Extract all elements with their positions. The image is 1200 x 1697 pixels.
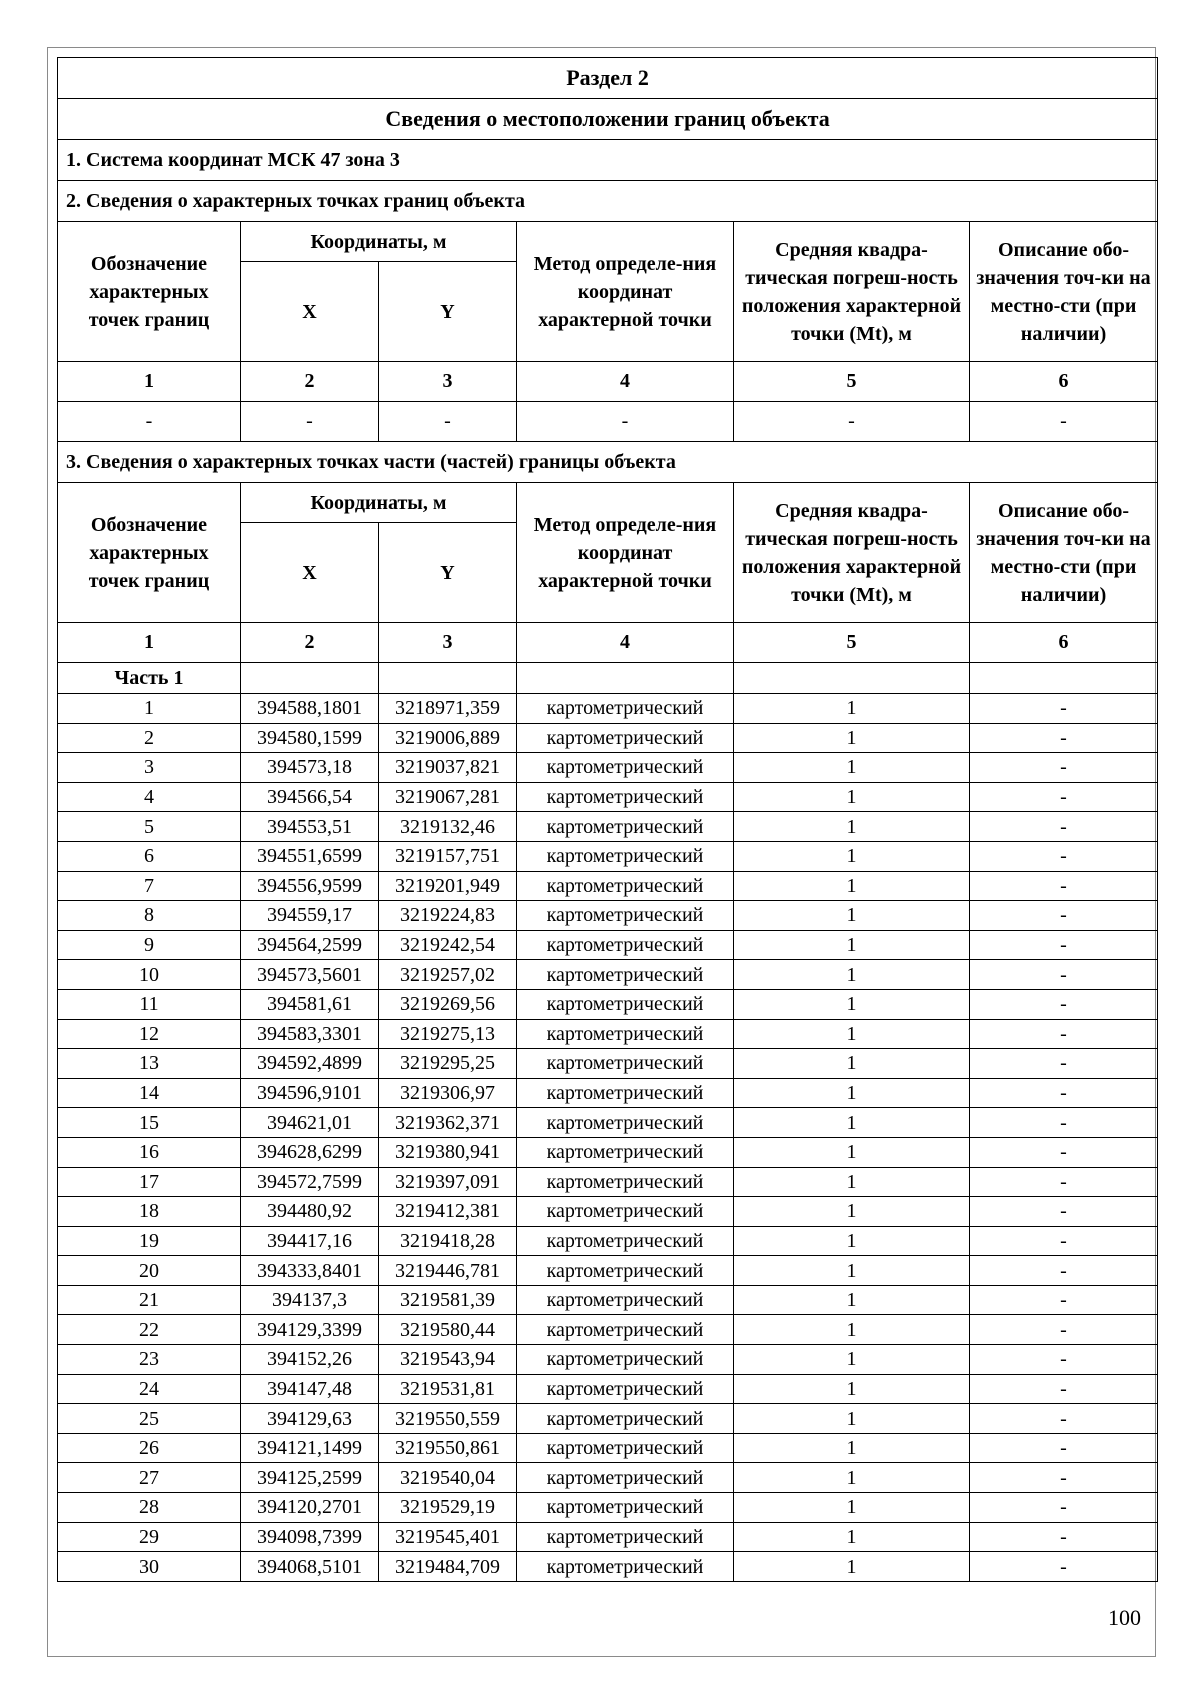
col-number: 3: [379, 623, 517, 663]
method: картометрический: [517, 1493, 734, 1523]
header-description: Описание обо-значения точ-ки на местно-сти (при наличии): [970, 222, 1158, 362]
x-coord: 394120,2701: [241, 1493, 379, 1523]
method: картометрический: [517, 753, 734, 783]
x-coord: 394147,48: [241, 1374, 379, 1404]
y-coord: 3219418,28: [379, 1226, 517, 1256]
empty-cell: [379, 663, 517, 694]
error-value: 1: [734, 1285, 970, 1315]
error-value: 1: [734, 1315, 970, 1345]
x-coord: 394628,6299: [241, 1137, 379, 1167]
method: картометрический: [517, 960, 734, 990]
description: -: [970, 1315, 1158, 1345]
description: -: [970, 1552, 1158, 1582]
x-coord: 394551,6599: [241, 841, 379, 871]
description: -: [970, 753, 1158, 783]
table-row: [58, 960, 1158, 990]
y-coord: 3219580,44: [379, 1315, 517, 1345]
method: картометрический: [517, 930, 734, 960]
header-designation: Обозначение характерных точек границ: [58, 222, 241, 362]
x-coord: 394129,3399: [241, 1315, 379, 1345]
method: картометрический: [517, 694, 734, 724]
table-row: [58, 1374, 1158, 1404]
part3-title: 3. Сведения о характерных точках части (частей) границы объекта: [58, 442, 1158, 483]
description: -: [970, 1404, 1158, 1434]
y-coord: 3219550,861: [379, 1433, 517, 1463]
error-value: 1: [734, 1078, 970, 1108]
error-value: 1: [734, 989, 970, 1019]
table-row: [58, 1137, 1158, 1167]
point-number: 22: [58, 1315, 241, 1345]
point-number: 20: [58, 1256, 241, 1286]
description: -: [970, 782, 1158, 812]
point-number: 13: [58, 1049, 241, 1079]
point-number: 3: [58, 753, 241, 783]
section-title: Раздел 2: [58, 58, 1158, 99]
error-value: 1: [734, 1552, 970, 1582]
method: картометрический: [517, 989, 734, 1019]
x-coord: 394480,92: [241, 1197, 379, 1227]
col-number: 5: [734, 623, 970, 663]
y-coord: 3219540,04: [379, 1463, 517, 1493]
description: -: [970, 901, 1158, 931]
method: картометрический: [517, 1019, 734, 1049]
method: картометрический: [517, 1137, 734, 1167]
point-number: 8: [58, 901, 241, 931]
error-value: 1: [734, 1522, 970, 1552]
x-coord: 394596,9101: [241, 1078, 379, 1108]
table-row: [58, 1285, 1158, 1315]
point-number: 15: [58, 1108, 241, 1138]
table-row: [58, 1108, 1158, 1138]
part-label: Часть 1: [58, 663, 241, 694]
error-value: 1: [734, 871, 970, 901]
table-row: [58, 1404, 1158, 1434]
x-coord: 394068,5101: [241, 1552, 379, 1582]
y-coord: 3219380,941: [379, 1137, 517, 1167]
error-value: 1: [734, 812, 970, 842]
boundary-table: [57, 57, 1158, 1582]
x-coord: 394417,16: [241, 1226, 379, 1256]
method: картометрический: [517, 1433, 734, 1463]
description: -: [970, 1256, 1158, 1286]
error-value: 1: [734, 782, 970, 812]
point-number: 1: [58, 694, 241, 724]
x-coord: 394573,5601: [241, 960, 379, 990]
y-coord: 3219446,781: [379, 1256, 517, 1286]
description: -: [970, 1197, 1158, 1227]
error-value: 1: [734, 1049, 970, 1079]
y-coord: 3219006,889: [379, 723, 517, 753]
table-row: [58, 1493, 1158, 1523]
method: картометрический: [517, 1522, 734, 1552]
point-number: 2: [58, 723, 241, 753]
method: картометрический: [517, 1078, 734, 1108]
x-coord: 394573,18: [241, 753, 379, 783]
empty-cell: [970, 663, 1158, 694]
col-number: 6: [970, 362, 1158, 402]
method: картометрический: [517, 1315, 734, 1345]
table-row: [58, 1522, 1158, 1552]
x-coord: 394581,61: [241, 989, 379, 1019]
y-coord: 3219397,091: [379, 1167, 517, 1197]
y-coord: 3219224,83: [379, 901, 517, 931]
y-coord: 3219132,46: [379, 812, 517, 842]
table-row: [58, 989, 1158, 1019]
description: -: [970, 841, 1158, 871]
point-number: 28: [58, 1493, 241, 1523]
table-row: [58, 782, 1158, 812]
x-coord: 394152,26: [241, 1345, 379, 1375]
header-designation: Обозначение характерных точек границ: [58, 483, 241, 623]
y-coord: 3219484,709: [379, 1552, 517, 1582]
error-value: 1: [734, 1404, 970, 1434]
empty-cell: -: [379, 402, 517, 442]
header-error: Средняя квадра-тическая погреш-ность положения характерной точки (Mt), м: [734, 222, 970, 362]
header-y: Y: [379, 523, 517, 623]
col-number: 5: [734, 362, 970, 402]
point-number: 19: [58, 1226, 241, 1256]
point-number: 18: [58, 1197, 241, 1227]
error-value: 1: [734, 960, 970, 990]
method: картометрический: [517, 1049, 734, 1079]
description: -: [970, 1285, 1158, 1315]
point-number: 21: [58, 1285, 241, 1315]
header-x: X: [241, 262, 379, 362]
method: картометрический: [517, 1256, 734, 1286]
method: картометрический: [517, 1463, 734, 1493]
error-value: 1: [734, 1226, 970, 1256]
error-value: 1: [734, 1345, 970, 1375]
point-number: 30: [58, 1552, 241, 1582]
coordinate-system: 1. Система координат МСК 47 зона 3: [58, 140, 1158, 181]
point-number: 12: [58, 1019, 241, 1049]
method: картометрический: [517, 1404, 734, 1434]
table-row: [58, 694, 1158, 724]
x-coord: 394592,4899: [241, 1049, 379, 1079]
point-number: 4: [58, 782, 241, 812]
table-row: [58, 871, 1158, 901]
method: картометрический: [517, 1226, 734, 1256]
point-number: 14: [58, 1078, 241, 1108]
y-coord: 3219269,56: [379, 989, 517, 1019]
method: картометрический: [517, 1285, 734, 1315]
header-x: X: [241, 523, 379, 623]
x-coord: 394556,9599: [241, 871, 379, 901]
error-value: 1: [734, 723, 970, 753]
description: -: [970, 1019, 1158, 1049]
method: картометрический: [517, 1108, 734, 1138]
point-number: 24: [58, 1374, 241, 1404]
y-coord: 3219201,949: [379, 871, 517, 901]
table-row: [58, 1345, 1158, 1375]
empty-cell: -: [241, 402, 379, 442]
document-subtitle: Сведения о местоположении границ объекта: [58, 99, 1158, 140]
description: -: [970, 723, 1158, 753]
y-coord: 3219543,94: [379, 1345, 517, 1375]
table-row: [58, 1019, 1158, 1049]
description: -: [970, 960, 1158, 990]
point-number: 9: [58, 930, 241, 960]
y-coord: 3219550,559: [379, 1404, 517, 1434]
x-coord: 394129,63: [241, 1404, 379, 1434]
empty-cell: -: [58, 402, 241, 442]
empty-cell: [241, 663, 379, 694]
method: картометрический: [517, 901, 734, 931]
col-number: 2: [241, 362, 379, 402]
point-rows: [58, 694, 1158, 1582]
error-value: 1: [734, 901, 970, 931]
col-number: 2: [241, 623, 379, 663]
error-value: 1: [734, 1463, 970, 1493]
y-coord: 3219037,821: [379, 753, 517, 783]
description: -: [970, 1078, 1158, 1108]
header-method: Метод определе-ния координат характерной точки: [517, 483, 734, 623]
empty-cell: [734, 663, 970, 694]
table-row: [58, 1463, 1158, 1493]
y-coord: 3219529,19: [379, 1493, 517, 1523]
y-coord: 3219295,25: [379, 1049, 517, 1079]
x-coord: 394621,01: [241, 1108, 379, 1138]
method: картометрический: [517, 1167, 734, 1197]
point-number: 27: [58, 1463, 241, 1493]
empty-cell: -: [517, 402, 734, 442]
table-row: [58, 1197, 1158, 1227]
x-coord: 394583,3301: [241, 1019, 379, 1049]
method: картометрический: [517, 1345, 734, 1375]
description: -: [970, 930, 1158, 960]
point-number: 6: [58, 841, 241, 871]
header-coords: Координаты, м: [241, 222, 517, 262]
point-number: 5: [58, 812, 241, 842]
error-value: 1: [734, 841, 970, 871]
table-row: [58, 1167, 1158, 1197]
x-coord: 394553,51: [241, 812, 379, 842]
point-number: 25: [58, 1404, 241, 1434]
error-value: 1: [734, 1019, 970, 1049]
description: -: [970, 1493, 1158, 1523]
error-value: 1: [734, 1256, 970, 1286]
description: -: [970, 1463, 1158, 1493]
method: картометрический: [517, 723, 734, 753]
header-error: Средняя квадра-тическая погреш-ность положения характерной точки (Mt), м: [734, 483, 970, 623]
error-value: 1: [734, 930, 970, 960]
point-number: 17: [58, 1167, 241, 1197]
y-coord: 3219275,13: [379, 1019, 517, 1049]
empty-cell: -: [970, 402, 1158, 442]
header-coords: Координаты, м: [241, 483, 517, 523]
description: -: [970, 1167, 1158, 1197]
error-value: 1: [734, 1197, 970, 1227]
point-number: 26: [58, 1433, 241, 1463]
x-coord: 394125,2599: [241, 1463, 379, 1493]
table-row: [58, 1552, 1158, 1582]
method: картометрический: [517, 841, 734, 871]
description: -: [970, 871, 1158, 901]
table-row: [58, 1315, 1158, 1345]
description: -: [970, 989, 1158, 1019]
x-coord: 394564,2599: [241, 930, 379, 960]
x-coord: 394559,17: [241, 901, 379, 931]
y-coord: 3219157,751: [379, 841, 517, 871]
table-row: [58, 930, 1158, 960]
table-row: [58, 812, 1158, 842]
col-number: 1: [58, 623, 241, 663]
y-coord: 3219067,281: [379, 782, 517, 812]
y-coord: 3219531,81: [379, 1374, 517, 1404]
x-coord: 394572,7599: [241, 1167, 379, 1197]
point-number: 29: [58, 1522, 241, 1552]
description: -: [970, 1345, 1158, 1375]
point-number: 10: [58, 960, 241, 990]
description: -: [970, 694, 1158, 724]
error-value: 1: [734, 1137, 970, 1167]
header-description: Описание обо-значения точ-ки на местно-сти (при наличии): [970, 483, 1158, 623]
empty-cell: -: [734, 402, 970, 442]
description: -: [970, 1374, 1158, 1404]
error-value: 1: [734, 1108, 970, 1138]
error-value: 1: [734, 1374, 970, 1404]
description: -: [970, 1226, 1158, 1256]
col-number: 1: [58, 362, 241, 402]
x-coord: 394566,54: [241, 782, 379, 812]
table-row: [58, 723, 1158, 753]
description: -: [970, 1522, 1158, 1552]
point-number: 11: [58, 989, 241, 1019]
y-coord: 3219581,39: [379, 1285, 517, 1315]
part2-title: 2. Сведения о характерных точках границ объекта: [58, 181, 1158, 222]
point-number: 7: [58, 871, 241, 901]
error-value: 1: [734, 1493, 970, 1523]
point-number: 16: [58, 1137, 241, 1167]
error-value: 1: [734, 1433, 970, 1463]
error-value: 1: [734, 753, 970, 783]
x-coord: 394137,3: [241, 1285, 379, 1315]
method: картометрический: [517, 1552, 734, 1582]
header-y: Y: [379, 262, 517, 362]
y-coord: 3219257,02: [379, 960, 517, 990]
table-row: [58, 753, 1158, 783]
col-number: 4: [517, 623, 734, 663]
method: картометрический: [517, 1374, 734, 1404]
error-value: 1: [734, 694, 970, 724]
method: картометрический: [517, 1197, 734, 1227]
y-coord: 3219545,401: [379, 1522, 517, 1552]
table-row: [58, 901, 1158, 931]
table-row: [58, 1078, 1158, 1108]
y-coord: 3219362,371: [379, 1108, 517, 1138]
page-number: 100: [1108, 1605, 1141, 1630]
x-coord: 394121,1499: [241, 1433, 379, 1463]
table-row: [58, 1226, 1158, 1256]
description: -: [970, 1108, 1158, 1138]
point-number: 23: [58, 1345, 241, 1375]
y-coord: 3218971,359: [379, 694, 517, 724]
header-method: Метод определе-ния координат характерной точки: [517, 222, 734, 362]
error-value: 1: [734, 1167, 970, 1197]
method: картометрический: [517, 782, 734, 812]
method: картометрический: [517, 871, 734, 901]
x-coord: 394580,1599: [241, 723, 379, 753]
col-number: 4: [517, 362, 734, 402]
y-coord: 3219242,54: [379, 930, 517, 960]
table-row: [58, 841, 1158, 871]
table-row: [58, 1256, 1158, 1286]
y-coord: 3219412,381: [379, 1197, 517, 1227]
description: -: [970, 1433, 1158, 1463]
description: -: [970, 1049, 1158, 1079]
y-coord: 3219306,97: [379, 1078, 517, 1108]
x-coord: 394098,7399: [241, 1522, 379, 1552]
table-row: [58, 1049, 1158, 1079]
description: -: [970, 812, 1158, 842]
description: -: [970, 1137, 1158, 1167]
x-coord: 394333,8401: [241, 1256, 379, 1286]
col-number: 3: [379, 362, 517, 402]
x-coord: 394588,1801: [241, 694, 379, 724]
method: картометрический: [517, 812, 734, 842]
col-number: 6: [970, 623, 1158, 663]
empty-cell: [517, 663, 734, 694]
table-row: [58, 1433, 1158, 1463]
